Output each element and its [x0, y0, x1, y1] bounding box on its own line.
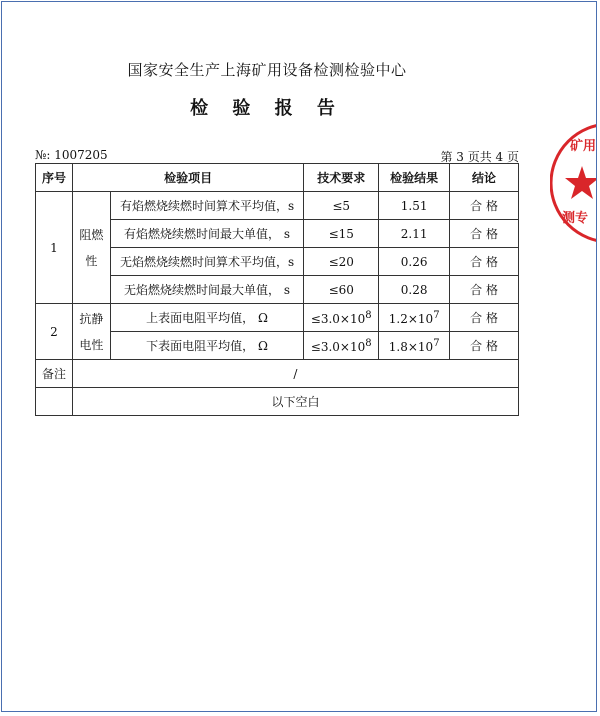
requirement-base: ≤3.0×10 — [310, 339, 366, 354]
item-verdict: 合 格 — [450, 248, 519, 276]
item-name: 上表面电阻平均值， Ω — [110, 304, 303, 332]
organization-name: 国家安全生产上海矿用设备检测检验中心 — [127, 61, 407, 79]
result-base: 1.8×10 — [388, 339, 434, 354]
inspection-table — [35, 163, 519, 416]
seal-text-bottom: 测专 — [562, 210, 589, 225]
header-requirement: 技术要求 — [304, 164, 379, 192]
group-number: 1 — [36, 192, 73, 304]
header-item: 检验项目 — [72, 164, 303, 192]
report-page — [1, 1, 597, 712]
item-result: 2.11 — [379, 220, 450, 248]
footer-row — [36, 388, 519, 416]
group-category: 阻燃 性 — [72, 192, 110, 304]
result-base: 1.2×10 — [388, 311, 434, 326]
item-verdict: 合 格 — [450, 220, 519, 248]
item-verdict: 合 格 — [450, 304, 519, 332]
item-name: 下表面电阻平均值， Ω — [110, 332, 303, 360]
requirement-base: ≤3.0×10 — [310, 311, 366, 326]
seal-star-icon — [565, 166, 597, 199]
report-number: №: 1007205 — [35, 148, 108, 162]
header-result: 检验结果 — [379, 164, 450, 192]
result-exponent: 7 — [433, 337, 440, 349]
header-verdict: 结论 — [450, 164, 519, 192]
table-header-row — [36, 164, 519, 192]
item-requirement: ≤5 — [304, 192, 379, 220]
item-name: 无焰燃烧续燃时间最大单值， s — [110, 276, 303, 304]
item-requirement — [304, 304, 379, 332]
item-verdict: 合 格 — [450, 192, 519, 220]
group-category: 抗静 电性 — [72, 304, 110, 360]
header-seq: 序号 — [36, 164, 73, 192]
item-name: 有焰燃烧续燃时间算术平均值，s — [110, 192, 303, 220]
item-result: 0.28 — [379, 276, 450, 304]
item-requirement — [304, 332, 379, 360]
requirement-exponent: 8 — [365, 309, 372, 321]
item-result — [379, 332, 450, 360]
seal-text-top: 矿用 — [570, 138, 597, 153]
footer-empty-cell — [36, 388, 73, 416]
table-row — [36, 304, 519, 332]
item-verdict: 合 格 — [450, 276, 519, 304]
item-name: 无焰燃烧续燃时间算术平均值，s — [110, 248, 303, 276]
requirement-exponent: 8 — [365, 337, 372, 349]
remark-row — [36, 360, 519, 388]
item-result: 1.51 — [379, 192, 450, 220]
result-exponent: 7 — [433, 309, 440, 321]
page-indicator: 第 3 页共 4 页 — [440, 150, 519, 164]
group-number: 2 — [36, 304, 73, 360]
item-requirement: ≤15 — [304, 220, 379, 248]
item-result: 0.26 — [379, 248, 450, 276]
remark-value: / — [72, 360, 518, 388]
item-requirement: ≤60 — [304, 276, 379, 304]
footer-note: 以下空白 — [72, 388, 518, 416]
item-result — [379, 304, 450, 332]
item-requirement: ≤20 — [304, 248, 379, 276]
official-seal — [550, 122, 597, 252]
remark-label: 备注 — [36, 360, 73, 388]
item-verdict: 合 格 — [450, 332, 519, 360]
report-title: 检 验 报 告 — [190, 98, 344, 119]
item-name: 有焰燃烧续燃时间最大单值， s — [110, 220, 303, 248]
table-row — [36, 192, 519, 220]
